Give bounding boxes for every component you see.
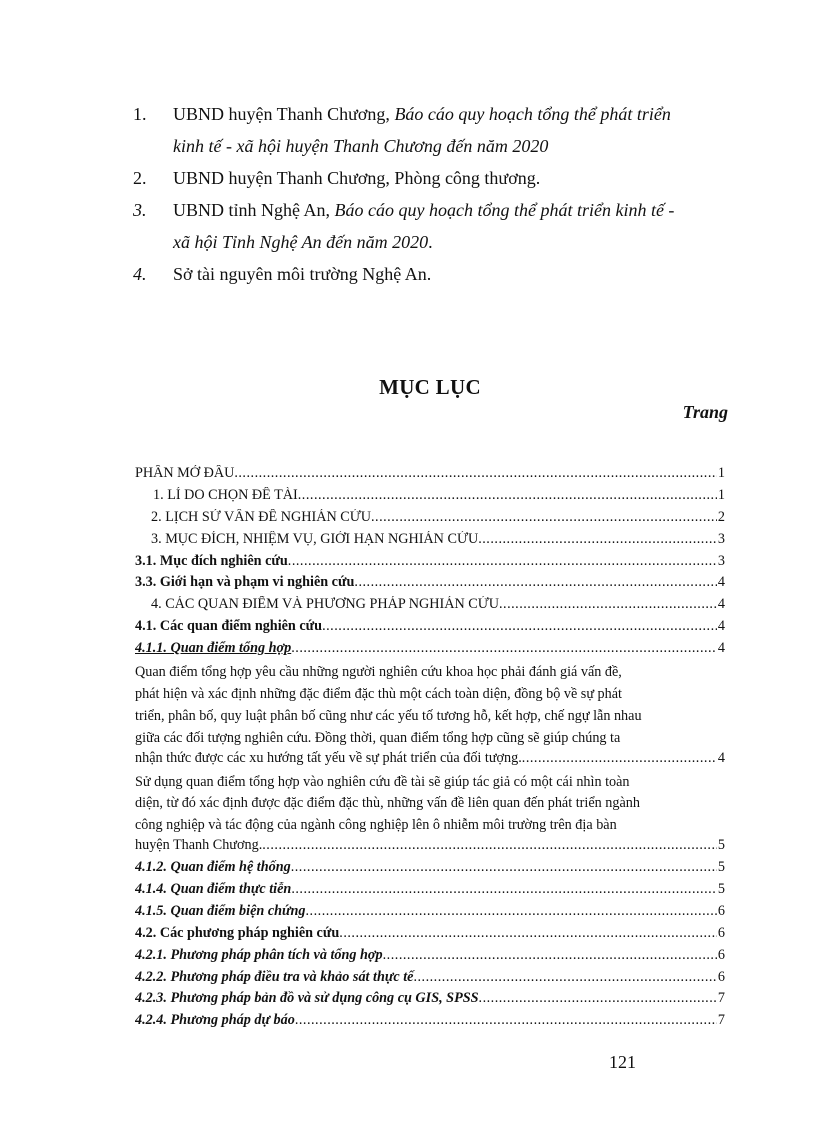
reference-segment: Báo cáo quy hoạch tổng thể phát triển kinh tế - [334, 200, 675, 220]
reference-line [173, 194, 733, 226]
reference-text [173, 162, 733, 194]
toc-entry-page: 6 [717, 924, 725, 941]
toc-entry-page: 2 [717, 508, 725, 525]
reference-number: 3. [133, 200, 147, 220]
toc-paragraph-line: triển, phân bố, quy luật phân bố cũng như các yếu tố tương hỗ, kết hợp, chế ngự lẫn nhau [135, 707, 642, 724]
toc-entry-page: 3 [717, 530, 725, 547]
toc-entry [135, 903, 725, 925]
toc-entry [135, 859, 725, 881]
toc-entry [135, 1012, 725, 1034]
reference-item [133, 162, 733, 194]
toc-entry-label: 4.2.4. Phương pháp dự báo [135, 1012, 295, 1029]
toc-leader-dots [262, 837, 717, 854]
table-of-contents [135, 465, 725, 1034]
toc-entry-label: 4.2. Các phương pháp nghiên cứu [135, 924, 340, 941]
toc-paragraph-line: diện, từ đó xác định được đặc điểm đặc thù, những vấn đề liên quan đến phát triển ngành [135, 795, 640, 812]
reference-item [133, 258, 733, 290]
toc-entry-page: 1 [717, 465, 725, 481]
toc-entry-page: 7 [717, 1012, 725, 1029]
toc-entry-label: 3.1. Mục đích nghiên cứu [135, 552, 288, 569]
toc-leader-dots [306, 903, 717, 920]
toc-entry-label: 4.1.5. Quan điểm biện chứng [135, 902, 306, 919]
toc-entry-label: 2. LỊCH SỬ VẤN ĐỀ NGHIÁN CỨU [151, 508, 371, 525]
toc-paragraph-line: Quan điểm tổng hợp yêu cầu những người nghiên cứu khoa học phải đánh giá vấn đề, [135, 664, 622, 681]
reference-text [173, 194, 733, 258]
toc-entry [135, 574, 725, 596]
toc-entry-page: 4 [717, 596, 725, 613]
reference-line [173, 130, 733, 162]
toc-paragraph-line: giữa các đối tượng nghiên cứu. Đồng thời, quan điểm tổng hợp cũng sẽ giúp chúng ta [135, 729, 621, 746]
toc-leader-dots [499, 596, 717, 613]
toc-entry-page: 1 [717, 486, 725, 503]
toc-leader-dots [291, 859, 717, 876]
toc-entry-page: 5 [717, 859, 725, 876]
toc-entry [135, 925, 725, 947]
toc-leader-dots [291, 640, 717, 657]
toc-entry-label: PHẦN MỞ ĐẦU [135, 465, 235, 481]
reference-line [173, 98, 733, 130]
toc-entry [135, 881, 725, 903]
toc-leader-dots [413, 969, 716, 986]
reference-line [173, 226, 733, 258]
toc-entry-page: 6 [717, 968, 725, 985]
toc-leader-dots [478, 531, 717, 548]
toc-leader-dots [479, 990, 717, 1007]
toc-paragraph-line: công nghiệp và tác động của ngành công nghiệp lên ô nhiễm môi trường trên địa bàn [135, 817, 617, 834]
reference-number: 1. [133, 104, 147, 124]
toc-leader-dots [298, 487, 717, 504]
toc-entry [135, 640, 725, 662]
reference-number: 2. [133, 168, 147, 188]
toc-leader-dots [322, 618, 717, 635]
toc-entry [135, 750, 725, 772]
reference-segment: kinh tế - xã hội huyện Thanh Chương đến năm 2020 [173, 136, 549, 156]
toc-paragraph-line: Sử dụng quan điểm tổng hợp vào nghiên cứu đề tài sẽ giúp tác giả có một cái nhìn toàn [135, 773, 630, 790]
toc-page-header: Trang [682, 402, 728, 422]
toc-entry [135, 969, 725, 991]
reference-segment: xã hội Tỉnh Nghệ An đến năm 2020 [173, 232, 429, 252]
toc-entry-page: 5 [717, 881, 725, 898]
toc-entry [135, 990, 725, 1012]
toc-entry-label: 4.1. Các quan điểm nghiên cứu [135, 618, 323, 635]
reference-item [133, 194, 733, 258]
reference-line [173, 162, 733, 194]
toc-entry-page: 6 [717, 946, 725, 963]
toc-entry [135, 947, 725, 969]
toc-entry-label: 4.2.2. Phương pháp điều tra và khảo sát thực tế [135, 968, 414, 985]
toc-entry-label: huyện Thanh Chương. [135, 837, 263, 854]
reference-text [173, 258, 733, 290]
reference-item [133, 98, 733, 162]
toc-entry-page: 4 [717, 618, 725, 635]
toc-leader-dots [354, 574, 717, 591]
toc-entry-label: 4.1.1. Quan điểm tổng hợp [135, 640, 292, 657]
toc-entry-label: 4. CÁC QUAN ĐIỂM VÀ PHƯƠNG PHÁP NGHIÁN CỨU [151, 596, 499, 613]
toc-entry [135, 465, 725, 487]
toc-entry-label: 1. LÍ DO CHỌN ĐỀ TÀI [153, 486, 298, 503]
toc-entry-page: 7 [717, 990, 725, 1007]
reference-line [173, 258, 733, 290]
toc-entry-page: 6 [717, 902, 725, 919]
reference-segment: Sở tài nguyên môi trường Nghệ An. [173, 264, 432, 284]
reference-text [173, 98, 733, 162]
toc-leader-dots [522, 750, 717, 767]
reference-segment: UBND tỉnh Nghệ An, [173, 200, 335, 220]
toc-entry [135, 837, 725, 859]
toc-entry-page: 4 [717, 640, 725, 657]
toc-leader-dots [288, 553, 717, 570]
toc-leader-dots [371, 509, 717, 526]
reference-segment: Báo cáo quy hoạch tổng thể phát triển [394, 104, 671, 124]
toc-leader-dots [383, 947, 717, 964]
toc-leader-dots [339, 925, 717, 942]
toc-title: MỤC LỤC [379, 375, 481, 399]
toc-entry-label: 4.1.2. Quan điểm hệ thống [135, 859, 291, 876]
toc-entry [135, 553, 725, 575]
toc-entry-label: 4.2.1. Phương pháp phân tích và tổng hợp [135, 946, 383, 963]
toc-entry-label: 4.2.3. Phương pháp bản đồ và sử dụng công cụ GIS, SPSS [135, 990, 479, 1007]
page-number: 121 [609, 1052, 636, 1072]
toc-leader-dots [295, 1012, 717, 1029]
reference-segment: UBND huyện Thanh Chương, Phòng công thương. [173, 168, 541, 188]
toc-entry-label: 3. MỤC ĐÍCH, NHIỆM VỤ, GIỚI HẠN NGHIÁN CỨU [151, 530, 479, 547]
reference-list [133, 98, 733, 290]
toc-entry-page: 4 [717, 749, 725, 766]
toc-paragraph-line: phát hiện và xác định những đặc điểm đặc thù một cách toàn diện, đồng bộ về sự phát [135, 685, 622, 702]
reference-segment: . [428, 232, 433, 252]
toc-leader-dots [291, 881, 717, 898]
toc-leader-dots [234, 465, 717, 482]
toc-entry [135, 618, 725, 640]
toc-entry [135, 509, 725, 531]
reference-number: 4. [133, 264, 147, 284]
toc-entry-page: 5 [717, 837, 725, 854]
toc-entry [135, 487, 725, 509]
toc-entry-label: 3.3. Giới hạn và phạm vi nghiên cứu [135, 574, 355, 591]
toc-entry-label: nhận thức được các xu hướng tất yếu về sự phát triển của đối tượng. [135, 749, 522, 766]
toc-entry-page: 3 [717, 552, 725, 569]
toc-entry-page: 4 [717, 574, 725, 591]
toc-entry [135, 596, 725, 618]
toc-entry [135, 531, 725, 553]
reference-segment: UBND huyện Thanh Chương, [173, 104, 395, 124]
toc-entry-label: 4.1.4. Quan điểm thực tiễn [135, 881, 292, 898]
